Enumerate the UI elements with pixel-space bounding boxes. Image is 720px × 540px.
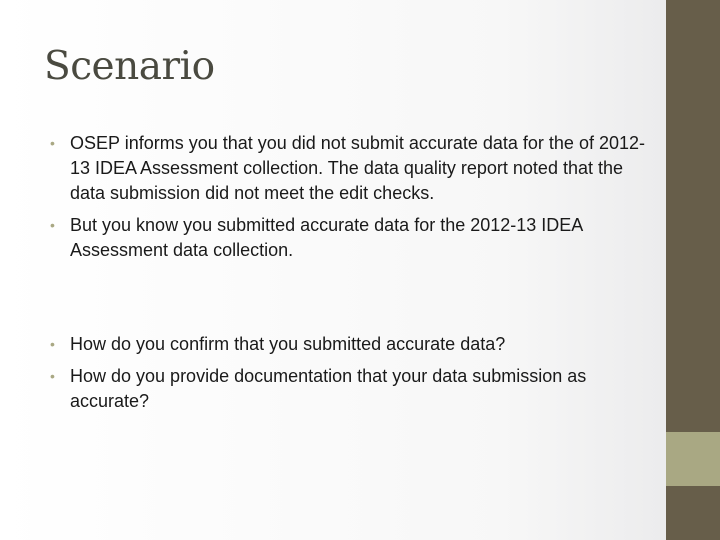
bullet-icon: • [50,135,55,151]
bullet-text: OSEP informs you that you did not submit accurate data for the of 2012-13 IDEA Assessment collection. The data quality report noted that the data submission did not meet the edit checks. [70,133,645,203]
bullet-icon: • [50,336,55,352]
bullet-item [50,332,650,357]
bullet-list-2 [50,332,650,414]
bullet-text: How do you provide documentation that your data submission as accurate? [70,366,587,411]
bullet-item [50,364,650,414]
bullet-text: But you know you submitted accurate data for the 2012-13 IDEA Assessment data collection. [70,215,583,260]
bullet-icon: • [50,368,55,384]
bullet-item [50,213,650,263]
slide-title: Scenario [44,44,215,89]
bullet-item [50,131,650,206]
bullet-list-1 [50,131,650,263]
bullet-icon: • [50,217,55,233]
bullet-text: How do you confirm that you submitted accurate data? [70,334,506,354]
side-accent-band [666,432,720,486]
